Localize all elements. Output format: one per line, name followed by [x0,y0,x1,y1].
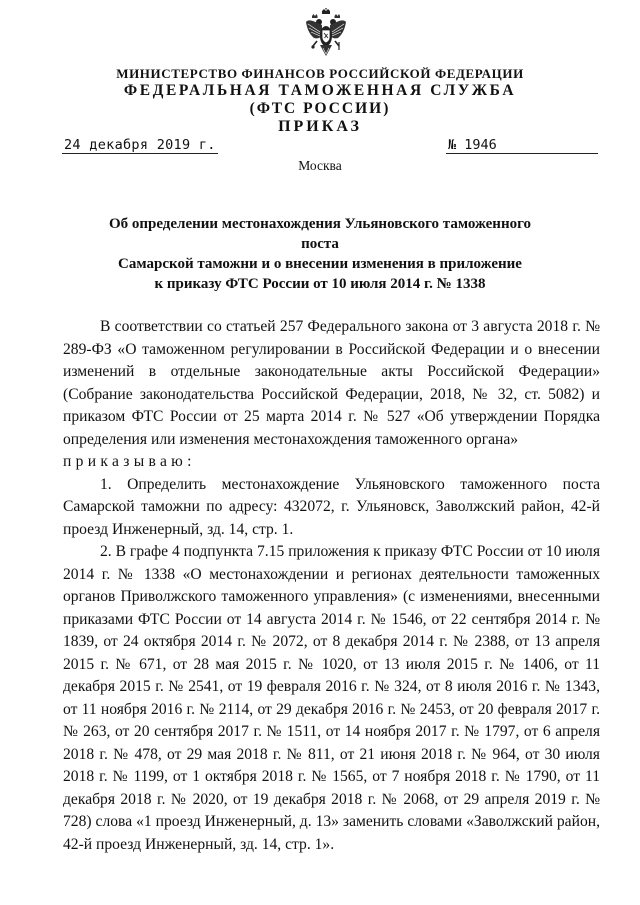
city: Москва [298,158,342,173]
title-line: Самарской таможни и о внесении изменения в приложение [118,256,522,272]
clause-1: 1. Определить местонахождение Ульяновского таможенного поста Самарской таможни по адресу: 432072, г. Ульяновск, Заволжский район, 42-й проезд Инженерный, зд. 14, стр. 1. [63,475,600,538]
date-underline [62,153,218,154]
order-directive: приказываю: [63,453,196,470]
service-abbreviation: (ФТС РОССИИ) [249,100,391,117]
document-type: ПРИКАЗ [278,118,362,135]
title-line: Об определении местонахождения Ульяновского таможенного поста [108,216,532,252]
clause-2: 2. В графе 4 подпункта 7.15 приложения к приказу ФТС России от 10 июля 2014 г. № 1338 «О местонахождении и регионах деятельности таможенных органов Приволжского таможенного управления» (с изменениями, внесенными приказами ФТС России от 14 августа 2014 г. № 1546, от 22 сентября 2014 г. № 1839, от 24 октября 2014 г. № 2072, от 8 декабря 2014 г. № 2388, от 13 апреля 2015 г. № 671, от 28 мая 2015 г. № 1020, от 13 июля 2015 г. № 1406, от 11 декабря 2015 г. № 2541, от 19 февраля 2016 г. № 324, от 8 июля 2016 г. № 1343, от 11 ноября 2016 г. № 2114, от 29 декабря 2016 г. № 2453, от 20 февраля 2017 г. № 263, от 20 сентября 2017 г. № 1511, от 14 ноября 2017 г. № 1797, от 6 апреля 2018 г. № 478, от 29 мая 2018 г. № 811, от 21 июня 2018 г. № 964, от 30 июля 2018 г. № 1199, от 1 октября 2018 г. № 1565, от 7 ноября 2018 г. № 1790, от 11 декабря 2018 г. № 2020, от 19 декабря 2018 г. № 2068, от 29 апреля 2019 г. № 728) слова «1 проезд Инженерный, д. 13» заменить словами «Заволжский район, 42-й проезд Инженерный, зд. 14, стр. 1». [63,543,600,853]
ministry-name: МИНИСТЕРСТВО ФИНАНСОВ РОССИЙСКОЙ ФЕДЕРАЦИИ [116,66,524,81]
preamble-paragraph: В соответствии со статьей 257 Федерального закона от 3 августа 2018 г. № 289-ФЗ «О таможенном регулировании в Российской Федерации и о внесении изменений в отдельные законодательные акты Российской Федерации» (Собрание законодательства Российской Федерации, 2018, № 32, ст. 5082) и приказом ФТС России от 25 марта 2014 г. № 527 «Об утверждении Порядка определения или изменения местонахождения таможенного органа» [63,318,600,448]
order-number: № 1946 [448,137,497,153]
document-title [90,214,550,294]
title-line: к приказу ФТС России от 10 июля 2014 г. № 1338 [154,276,486,292]
order-date: 24 декабря 2019 г. [64,137,216,153]
russian-coat-of-arms-icon [305,8,347,58]
document-body [63,316,600,856]
number-underline [446,153,598,154]
service-name: ФЕДЕРАЛЬНАЯ ТАМОЖЕННАЯ СЛУЖБА [123,82,517,99]
